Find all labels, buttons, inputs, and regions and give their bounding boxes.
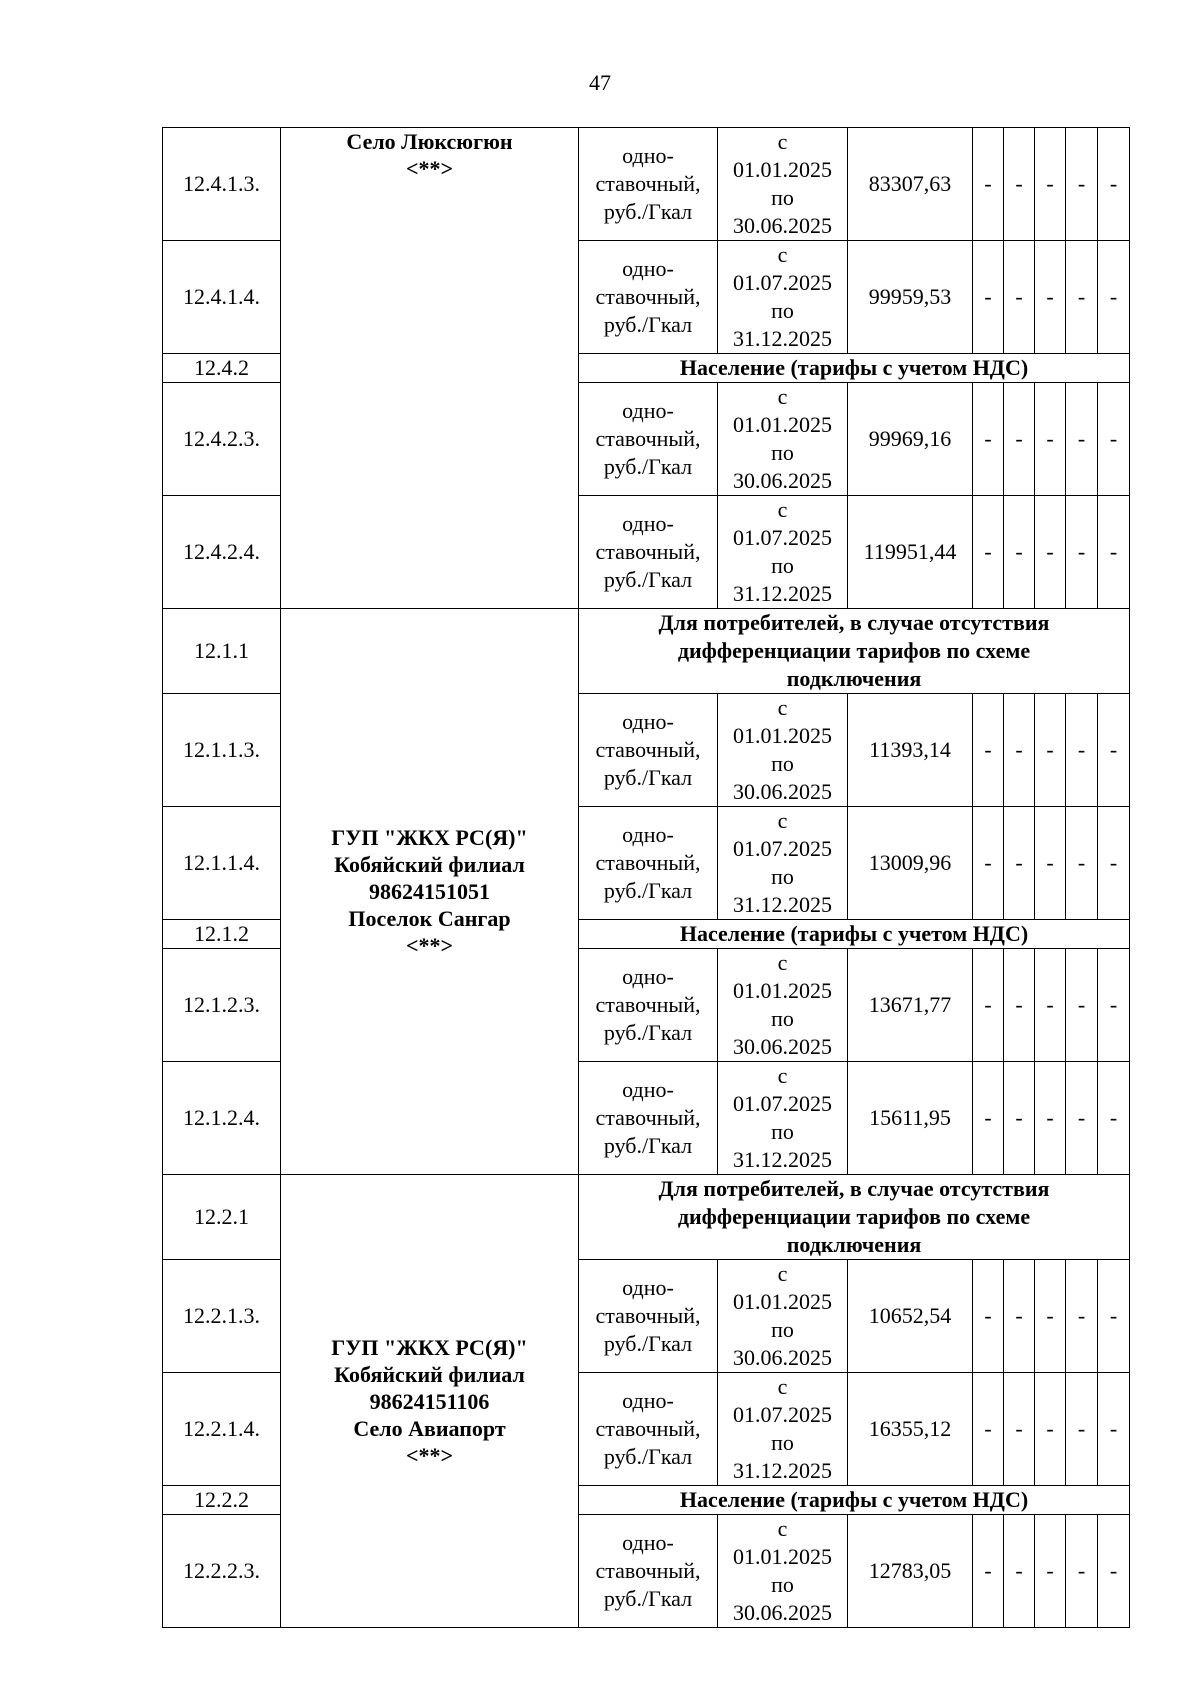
empty-value: - <box>1066 807 1098 920</box>
empty-value: - <box>1035 1062 1066 1175</box>
empty-value: - <box>1066 383 1098 496</box>
rate-type: одно- ставочный, руб./Гкал <box>579 383 718 496</box>
rate-type: одно- ставочный, руб./Гкал <box>579 496 718 609</box>
empty-value: - <box>973 1260 1004 1373</box>
empty-value: - <box>973 128 1004 241</box>
empty-value: - <box>1004 1260 1035 1373</box>
tariff-value: 10652,54 <box>848 1260 973 1373</box>
period: с 01.01.2025 по 30.06.2025 <box>718 1260 848 1373</box>
empty-value: - <box>973 1062 1004 1175</box>
empty-value: - <box>973 949 1004 1062</box>
empty-value: - <box>973 694 1004 807</box>
empty-value: - <box>1066 1260 1098 1373</box>
empty-value: - <box>1066 949 1098 1062</box>
entity-name: ГУП "ЖКХ РС(Я)" Кобяйский филиал 98624151106 Село Авиапорт <**> <box>281 1175 579 1628</box>
tariff-value: 16355,12 <box>848 1373 973 1486</box>
empty-value: - <box>1004 1373 1035 1486</box>
empty-value: - <box>973 496 1004 609</box>
empty-value: - <box>1066 1515 1098 1628</box>
row-code: 12.2.1 <box>163 1175 281 1260</box>
row-code: 12.4.1.3. <box>163 128 281 241</box>
empty-value: - <box>973 1515 1004 1628</box>
section-heading: Для потребителей, в случае отсутствия дифференциации тарифов по схеме подключения <box>579 609 1130 694</box>
tariff-value: 12783,05 <box>848 1515 973 1628</box>
empty-value: - <box>1066 241 1098 354</box>
period: с 01.07.2025 по 31.12.2025 <box>718 807 848 920</box>
row-code: 12.4.2.4. <box>163 496 281 609</box>
section-heading: Для потребителей, в случае отсутствия дифференциации тарифов по схеме подключения <box>579 1175 1130 1260</box>
row-code: 12.2.1.3. <box>163 1260 281 1373</box>
tariff-table <box>162 127 1130 1628</box>
empty-value: - <box>1098 694 1130 807</box>
empty-value: - <box>1098 807 1130 920</box>
row-code: 12.2.2.3. <box>163 1515 281 1628</box>
empty-value: - <box>1098 383 1130 496</box>
period: с 01.01.2025 по 30.06.2025 <box>718 128 848 241</box>
tariff-value: 99969,16 <box>848 383 973 496</box>
empty-value: - <box>973 1373 1004 1486</box>
empty-value: - <box>1004 496 1035 609</box>
section-heading: Население (тарифы с учетом НДС) <box>579 1486 1130 1515</box>
tariff-value: 11393,14 <box>848 694 973 807</box>
tariff-value: 15611,95 <box>848 1062 973 1175</box>
empty-value: - <box>1035 1515 1066 1628</box>
rate-type: одно- ставочный, руб./Гкал <box>579 241 718 354</box>
empty-value: - <box>1004 807 1035 920</box>
row-code: 12.2.2 <box>163 1486 281 1515</box>
empty-value: - <box>1098 1373 1130 1486</box>
empty-value: - <box>1066 496 1098 609</box>
row-code: 12.1.1.4. <box>163 807 281 920</box>
tariff-value: 13009,96 <box>848 807 973 920</box>
empty-value: - <box>973 241 1004 354</box>
row-code: 12.1.1 <box>163 609 281 694</box>
period: с 01.01.2025 по 30.06.2025 <box>718 1515 848 1628</box>
rate-type: одно- ставочный, руб./Гкал <box>579 1515 718 1628</box>
rate-type: одно- ставочный, руб./Гкал <box>579 807 718 920</box>
empty-value: - <box>1066 694 1098 807</box>
empty-value: - <box>1004 1062 1035 1175</box>
row-code: 12.4.2 <box>163 354 281 383</box>
rate-type: одно- ставочный, руб./Гкал <box>579 128 718 241</box>
empty-value: - <box>1004 949 1035 1062</box>
rate-type: одно- ставочный, руб./Гкал <box>579 1260 718 1373</box>
period: с 01.01.2025 по 30.06.2025 <box>718 949 848 1062</box>
section-row <box>163 609 1130 694</box>
entity-name: ГУП "ЖКХ РС(Я)" Кобяйский филиал 98624151051 Поселок Сангар <**> <box>281 609 579 1175</box>
empty-value: - <box>1035 1373 1066 1486</box>
section-heading: Население (тарифы с учетом НДС) <box>579 920 1130 949</box>
empty-value: - <box>1066 128 1098 241</box>
page-number: 47 <box>589 70 611 95</box>
row-code: 12.1.2.4. <box>163 1062 281 1175</box>
empty-value: - <box>1004 383 1035 496</box>
tariff-value: 99959,53 <box>848 241 973 354</box>
empty-value: - <box>1004 694 1035 807</box>
empty-value: - <box>1004 128 1035 241</box>
empty-value: - <box>1035 496 1066 609</box>
empty-value: - <box>1066 1373 1098 1486</box>
row-code: 12.4.2.3. <box>163 383 281 496</box>
tariff-value: 83307,63 <box>848 128 973 241</box>
period: с 01.07.2025 по 31.12.2025 <box>718 241 848 354</box>
empty-value: - <box>1035 241 1066 354</box>
period: с 01.07.2025 по 31.12.2025 <box>718 1373 848 1486</box>
period: с 01.07.2025 по 31.12.2025 <box>718 496 848 609</box>
empty-value: - <box>1098 496 1130 609</box>
empty-value: - <box>1098 1062 1130 1175</box>
empty-value: - <box>1035 383 1066 496</box>
empty-value: - <box>1098 1515 1130 1628</box>
empty-value: - <box>1098 128 1130 241</box>
section-heading: Население (тарифы с учетом НДС) <box>579 354 1130 383</box>
empty-value: - <box>1066 1062 1098 1175</box>
rate-type: одно- ставочный, руб./Гкал <box>579 1062 718 1175</box>
empty-value: - <box>1004 1515 1035 1628</box>
empty-value: - <box>973 807 1004 920</box>
empty-value: - <box>1035 949 1066 1062</box>
empty-value: - <box>973 383 1004 496</box>
tariff-value: 119951,44 <box>848 496 973 609</box>
entity-name: Село Люксюгюн <**> <box>281 128 579 609</box>
row-code: 12.1.2 <box>163 920 281 949</box>
period: с 01.07.2025 по 31.12.2025 <box>718 1062 848 1175</box>
empty-value: - <box>1035 128 1066 241</box>
empty-value: - <box>1098 949 1130 1062</box>
rate-type: одно- ставочный, руб./Гкал <box>579 949 718 1062</box>
tariff-value: 13671,77 <box>848 949 973 1062</box>
rate-type: одно- ставочный, руб./Гкал <box>579 694 718 807</box>
rate-type: одно- ставочный, руб./Гкал <box>579 1373 718 1486</box>
empty-value: - <box>1098 1260 1130 1373</box>
empty-value: - <box>1098 241 1130 354</box>
empty-value: - <box>1035 807 1066 920</box>
row-code: 12.2.1.4. <box>163 1373 281 1486</box>
section-row <box>163 1175 1130 1260</box>
row-code: 12.4.1.4. <box>163 241 281 354</box>
empty-value: - <box>1035 1260 1066 1373</box>
row-code: 12.1.1.3. <box>163 694 281 807</box>
table-row <box>163 128 1130 241</box>
period: с 01.01.2025 по 30.06.2025 <box>718 694 848 807</box>
row-code: 12.1.2.3. <box>163 949 281 1062</box>
period: с 01.01.2025 по 30.06.2025 <box>718 383 848 496</box>
empty-value: - <box>1004 241 1035 354</box>
empty-value: - <box>1035 694 1066 807</box>
